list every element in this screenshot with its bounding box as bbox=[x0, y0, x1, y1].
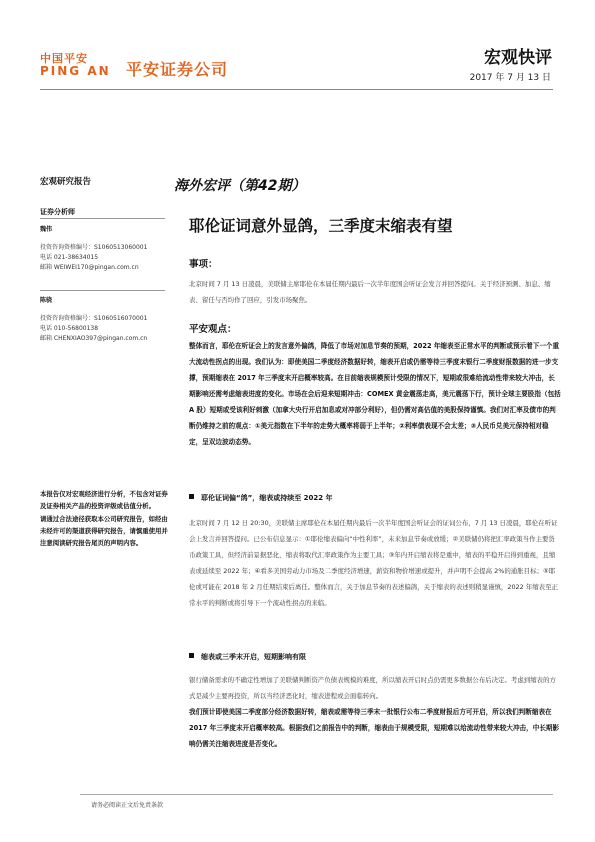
analyst-email: 邮箱 WEIWEI170@pingan.com.cn bbox=[40, 264, 139, 271]
main-content bbox=[174, 175, 561, 748]
analyst-section-title: 证券分析师 bbox=[40, 208, 75, 216]
section-heading bbox=[189, 493, 333, 503]
analyst-phone: 电话 021-38634015 bbox=[40, 254, 99, 261]
report-category: 宏观研究报告 bbox=[40, 177, 92, 187]
event-text: 北京时间 7 月 13 日凌晨，美联储主席耶伦在本届任期内最后一次半年度国会听证会发言并回答提问。关于经济预测、加息、缩表、留任与否均作了回应，引发市场聚焦。 bbox=[189, 280, 551, 304]
section-text: 北京时间 7 月 12 日 20:30，美联储主席耶伦在本届任期内最后一次半年度国会听证会的证词公布，7 月 13 日凌晨，耶伦在听证会上发言并回答提问。已公布信息显示：①耶伦缩表偏向“中性利率”，未来加息节奏或放缓；②美联储仍将把汇率政策当作主要货币政策工具，但经济前景据恶化，缩表将取代汇率政策作为主要工具；③年内开启缩表将是重中，缩表的平稳开启得到重视，且缩表或延续至 2022 年；④看多美国劳动力市场及二季度经济增速，薪资和物价增速或提升，并声明不会提高 2%的通胀目标；⑤耶伦或可能在 2018 年 2 月任期结束后离任。整体而言，关于加息节奏的表述偏鸽，关于缩表的表述则稍显谨慎，2022 年缩表至正常水平的判断或将引导下一个流动性拐点的来临。 bbox=[189, 519, 558, 607]
company-name: 平安证券公司 bbox=[126, 60, 229, 79]
analyst-card bbox=[40, 225, 175, 273]
bullet-square-icon bbox=[189, 494, 194, 499]
analyst-license: 投资咨询资格编号：S1060513060001 bbox=[40, 244, 148, 251]
report-date: 2017 年 7 月 13 日 bbox=[469, 73, 551, 83]
disclaimer-usage: 请通过合法途径获取本公司研究报告，如经由未经许可的渠道获得研究报告，请慎重使用并注意阅读研究报告尾页的声明内容。 bbox=[40, 514, 168, 548]
logo-chinese: 中国平安 bbox=[40, 52, 88, 65]
analyst-email: 邮箱 CHENXIAO397@pingan.com.cn bbox=[40, 335, 148, 342]
section-heading-text: 缩表或三季末开启，短期影响有限 bbox=[201, 653, 306, 661]
view-text: 整体而言，耶伦在听证会上的发言意外偏鸽，降低了市场对加息节奏的预期，2022 年缩表至正常水平的判断或预示着下一个重大流动性拐点的出现。我们认为：即使美国二季度经济数据好转，缩表开启或仍需等待三季度末银行二季度财报数据的进一步支撑，预期缩表在 2017 年三季度末开启概率较高。在目前缩表规模预计受限的情况下，短期或很难给流动性带来较大冲击，长期影响还需考虑缩表进度的变化。市场在会后迎来短期冲击：COMEX 黄金震荡走高，美元震荡下行，预计全球主要股指（包括 A 股）短期或受该利好刺激（加拿大央行开启加息或对冲部分利好），但仍需对高估值的美股保持谨慎。我们对汇率及债市的判断仍维持之前的观点：①美元指数在下半年的走势大概率将弱于上半年；②利率债表现不会太差；③人民币兑美元保持相对稳定，呈双边波动态势。 bbox=[189, 342, 561, 446]
disclaimer bbox=[40, 488, 168, 549]
logo-english: PING AN bbox=[40, 64, 111, 78]
disclaimer-scope: 本报告仅对宏观经济进行分析，不包含对证券及证券相关产品的投资评级或估值分析。 bbox=[40, 490, 168, 511]
bullet-square-icon bbox=[189, 653, 194, 658]
series-title: 海外宏评（第42期） bbox=[174, 178, 306, 194]
header-divider bbox=[40, 89, 553, 90]
analyst-license: 投资咨询资格编号：S1060516070001 bbox=[40, 315, 148, 322]
section-conclusion: 我们预计即使美国二季度部分经济数据好转，缩表或需等待三季末一批银行公布二季度财报后方可开启，所以我们判断缩表在 2017 年三季度末开启概率较高。根据我们之前报告中的判断，缩表由于规模受限，短期难以给流动性带来较大冲击，中长期影响仍需关注缩表进度是否变化。 bbox=[189, 708, 560, 748]
report-type: 宏观快评 bbox=[484, 48, 552, 68]
view-heading: 平安观点： bbox=[189, 324, 237, 335]
footer-divider bbox=[80, 794, 553, 795]
sidebar bbox=[40, 175, 168, 548]
event-heading: 事项： bbox=[189, 259, 218, 270]
report-title: 耶伦证词意外显鸽，三季度末缩表有望 bbox=[189, 217, 453, 235]
analyst-phone: 电话 010-56800138 bbox=[40, 325, 99, 332]
analyst-name: 魏伟 bbox=[40, 226, 53, 233]
analyst-card bbox=[40, 296, 175, 344]
section-heading-text: 耶伦证词偏“鸽”，缩表或持续至 2022 年 bbox=[201, 494, 333, 502]
pingan-logo bbox=[40, 50, 280, 80]
analyst-name: 陈骁 bbox=[40, 297, 53, 304]
footer-disclaimer: 请务必阅读正文后免责条款 bbox=[91, 802, 164, 809]
section-heading bbox=[189, 652, 306, 662]
sidebar-divider bbox=[40, 290, 165, 291]
sidebar-divider bbox=[40, 218, 165, 219]
section-text: 银行储备需求的不确定性增加了美联储判断资产负债表规模的难度，所以缩表开启时点仍需更多数据公布后决定。考虑到缩表的方式是减少主要再投资，所以当经济恶化时，缩表进程或会面临转向。 bbox=[189, 676, 556, 700]
